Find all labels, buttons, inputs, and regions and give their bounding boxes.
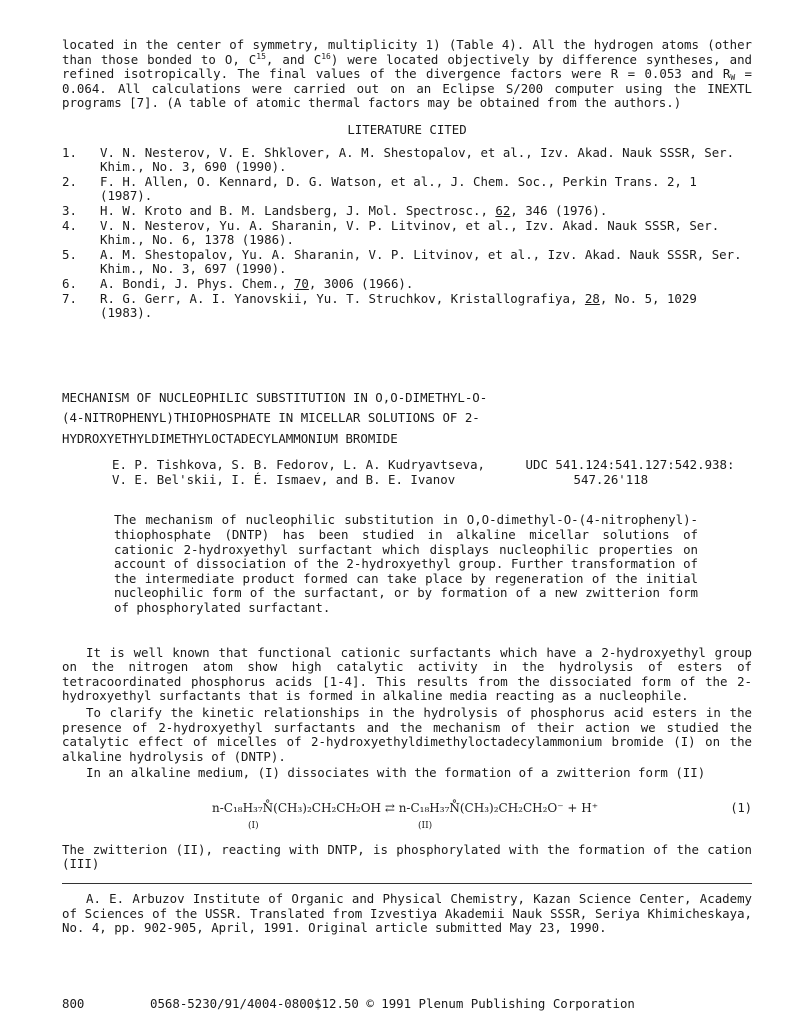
reference-item: 7. R. G. Gerr, A. I. Yanovskii, Yu. T. Struchkov, Kristallografiya, 28, No. 5, 1029 (1983). (62, 290, 697, 321)
equation-number: (1) (730, 800, 752, 815)
equation-expression: n-C₁₈H₃₇N̊(CH₃)₂CH₂CH₂OH ⇄ n-C₁₈H₃₇N̊(CH₃)₂CH₂CH₂O⁻ + H⁺ (212, 800, 599, 815)
reference-item: 3. H. W. Kroto and B. M. Landsberg, J. Mol. Spectrosc., 62, 346 (1976). (62, 202, 608, 218)
copyright-line: 0568-5230/91/4004-0800$12.50 © 1991 Plenum Publishing Corporation (150, 996, 635, 1011)
article-title: MECHANISM OF NUCLEOPHILIC SUBSTITUTION IN O,O-DIMETHYL-O- (4-NITROPHENYL)THIOPHOSPHATE IN MICELLAR SOLUTIONS OF 2- HYDROXYETHYLDIMETHYLOCTADECYLAMMONIUM BROMIDE (62, 389, 488, 446)
page-number: 800 (62, 996, 85, 1011)
literature-cited-heading: LITERATURE CITED (347, 121, 467, 137)
equation-label-i: (I) (248, 820, 259, 831)
authors: E. P. Tishkova, S. B. Fedorov, L. A. Kudryavtseva, V. E. Bel'skii, I. É. Ismaev, and B. E. Ivanov (112, 457, 485, 487)
page-footer (62, 997, 752, 1012)
equation-1 (62, 797, 752, 843)
body-paragraph: It is well known that functional cationic surfactants which have a 2-hydroxyethyl group on the nitrogen atom show high catalytic activity in the hydrolysis of esters of tetracoordinated phosphorus acids [1-4]. This results from the dissociated form of the 2-hydroxyethyl surfactants that is formed in alkaline media reacting as a nucleophile. (62, 644, 752, 704)
body-paragraph: In an alkaline medium, (I) dissociates with the formation of a zwitterion form (II) (86, 765, 706, 781)
body-paragraph: The zwitterion (II), reacting with DNTP, is phosphorylated with the formation of the cation (III) (62, 841, 752, 872)
abstract: The mechanism of nucleophilic substitution in O,O-dimethyl-O-(4-nitrophenyl)-thiophosphate (DNTP) has been studied in alkaline micellar solutions of cationic 2-hydroxyethyl surfactant which displays nucleophilic properties on account of dissociation of the 2-hydroxyethyl group. Further transformation of the intermediate product formed can take place by regeneration of the initial nucleophilic form of the surfactant, or by formation of a new zwitterion form of phosphorylated surfactant. (114, 512, 698, 615)
affiliation-footnote: A. E. Arbuzov Institute of Organic and Physical Chemistry, Kazan Science Center, Academy of Sciences of the USSR. Translated from Izvestiya Akademii Nauk SSSR, Seriya Khimicheskaya, No. 4, pp. 902-905, April, 1991. Original article submitted May 23, 1990. (62, 891, 752, 936)
reference-item: 5. A. M. Shestopalov, Yu. A. Sharanin, V. P. Litvinov, et al., Izv. Akad. Nauk SSSR, Ser. Khim., No. 3, 697 (1990). (62, 246, 742, 277)
byline (62, 458, 752, 487)
page-content (62, 38, 752, 936)
footnote-divider (62, 883, 752, 884)
reference-item: 1. V. N. Nesterov, V. E. Shklover, A. M. Shestopalov, et al., Izv. Akad. Nauk SSSR, Ser. Khim., No. 3, 690 (1990). (62, 144, 735, 175)
reference-item: 2. F. H. Allen, O. Kennard, D. G. Watson, et al., J. Chem. Soc., Perkin Trans. 2, 1 (1987). (62, 173, 697, 204)
udc-code: UDC 541.124:541.127:542.938: 547.26'118 (525, 457, 735, 487)
reference-item: 6. A. Bondi, J. Phys. Chem., 70, 3006 (1966). (62, 275, 414, 291)
equation-label-ii: (II) (418, 820, 433, 831)
reference-list (62, 146, 752, 321)
body-paragraph: To clarify the kinetic relationships in the hydrolysis of phosphorus acid esters in the presence of 2-hydroxyethyl surfactants and the mechanism of their action we studied the catalytic effect of micelles of 2-hydroxyethyldimethyloctadecylammonium bromide (I) on the alkaline hydrolysis of (DNTP). (62, 704, 752, 764)
intro-paragraph: located in the center of symmetry, multiplicity 1) (Table 4). All the hydrogen atoms (other than those bonded to O, $C^{15}$, and $C^{16}$) were located objectively by difference syntheses, and refined isotropically. The final values of the divergence factors were R = 0.053 and $R_W = 0.064$. All calculations were carried out on an Eclipse S/200 computer using the INEXTL programs [7]. (A table of atomic thermal factors may be obtained from the authors.) (62, 37, 753, 111)
reference-item: 4. V. N. Nesterov, Yu. A. Sharanin, V. P. Litvinov, et al., Izv. Akad. Nauk SSSR, Ser. Khim., No. 6, 1378 (1986). (62, 217, 720, 248)
